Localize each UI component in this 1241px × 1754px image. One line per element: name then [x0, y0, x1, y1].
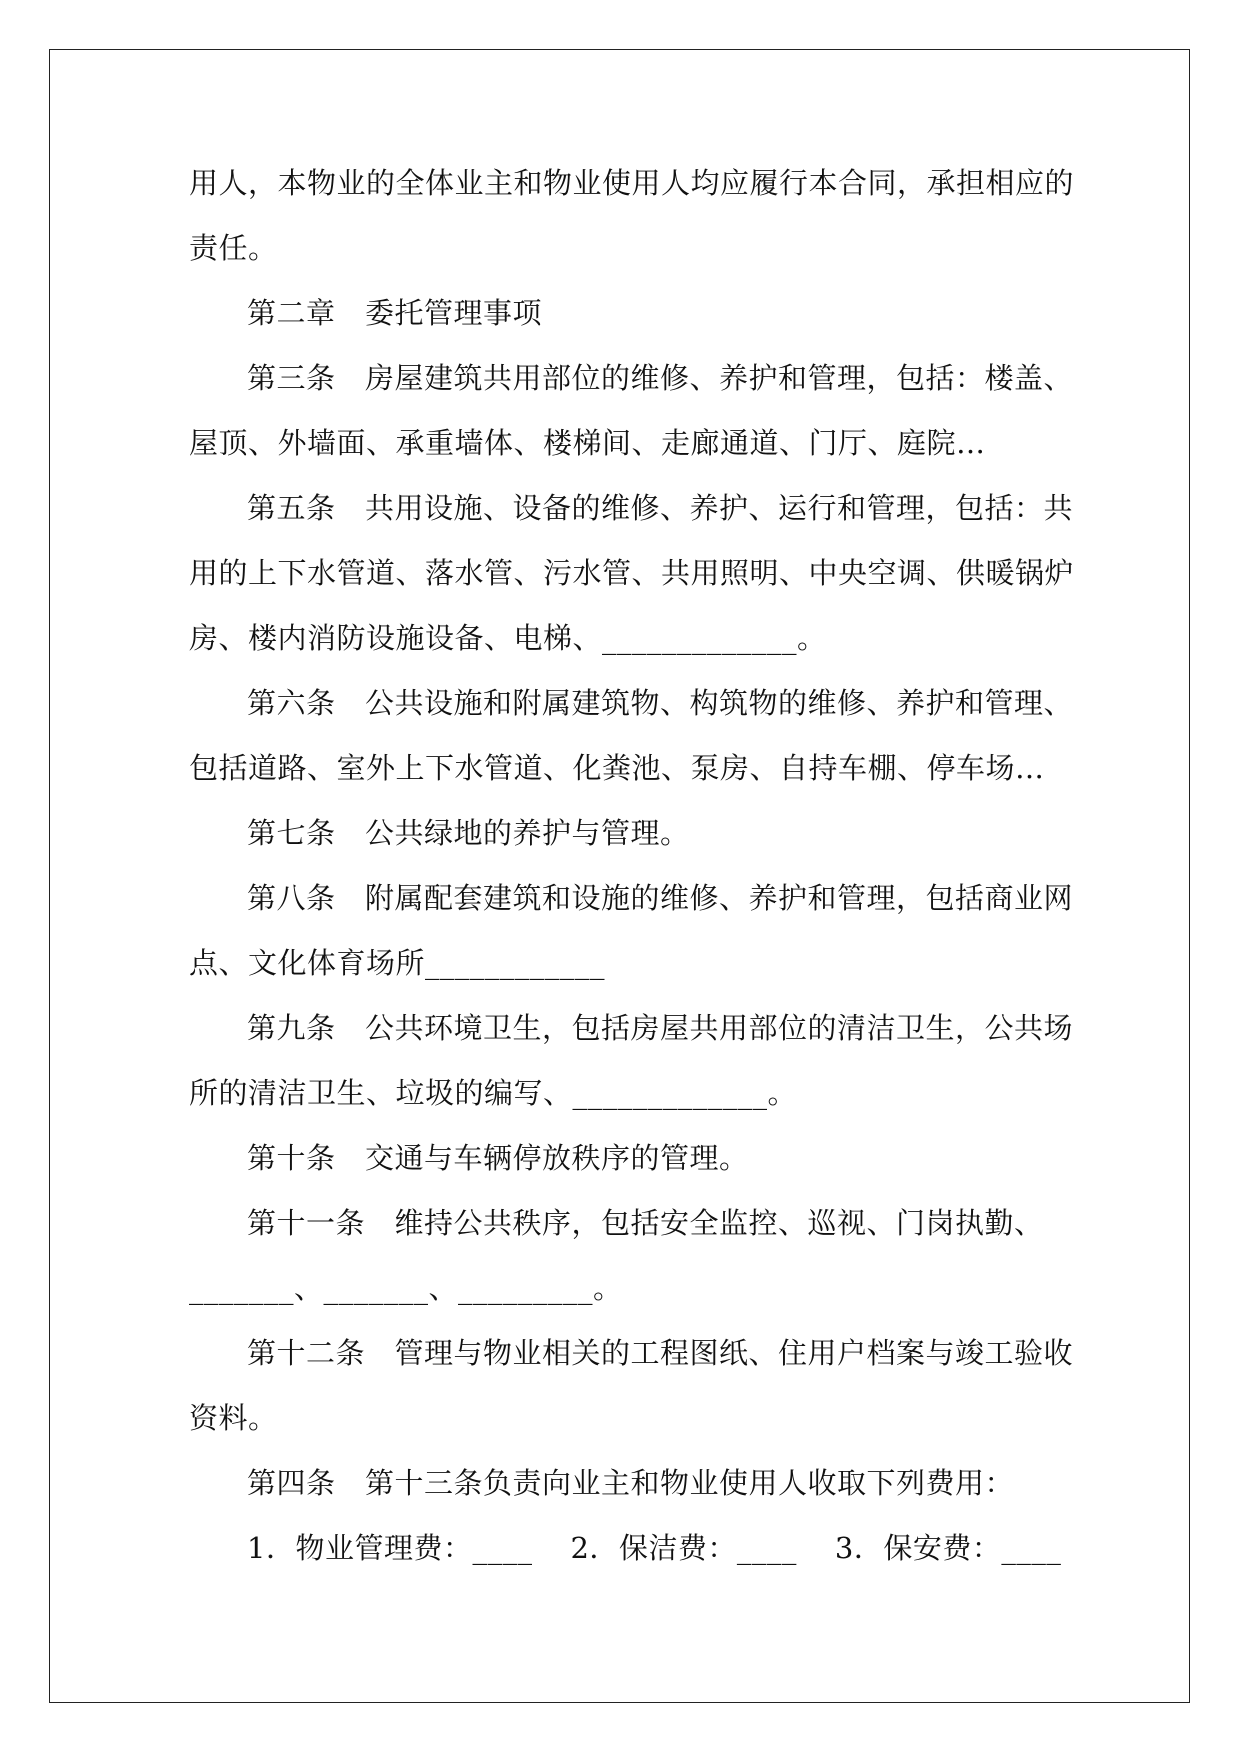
article-5-continuation: 房、楼内消防设施设备、电梯、_____________。: [189, 621, 827, 655]
fee-security-label: 3．保安费：: [834, 1531, 1002, 1565]
article-6-line: 第六条 公共设施和附属建筑物、构筑物的维修、养护和管理、: [247, 686, 1074, 720]
article-6-continuation: 包括道路、室外上下水管道、化粪池、泵房、自持车棚、停车场…: [189, 751, 1045, 785]
article-10-line: 第十条 交通与车辆停放秩序的管理。: [247, 1141, 749, 1175]
article-8-continuation: 点、文化体育场所____________: [189, 946, 606, 980]
article-8-line: 第八条 附属配套建筑和设施的维修、养护和管理，包括商业网: [247, 881, 1074, 915]
article-12-continuation: 资料。: [189, 1401, 278, 1435]
fee-management-blank: ____: [472, 1531, 533, 1565]
article-3-continuation: 屋顶、外墙面、承重墙体、楼梯间、走廊通道、门厅、庭院…: [189, 426, 986, 460]
article-7-line: 第七条 公共绿地的养护与管理。: [247, 816, 690, 850]
fee-list: [189, 1521, 1062, 1586]
document-body: [189, 156, 1075, 1586]
article-11-line: 第十一条 维持公共秩序，包括安全监控、巡视、门岗执勤、: [247, 1206, 1044, 1240]
article-5-continuation: 用的上下水管道、落水管、污水管、共用照明、中央空调、供暖锅炉: [189, 556, 1075, 590]
chapter-heading: 第二章 委托管理事项: [247, 296, 543, 330]
fee-security-blank: ____: [1001, 1531, 1062, 1565]
fee-cleaning-label: 2．保洁费：: [570, 1531, 737, 1565]
article-9-line: 第九条 公共环境卫生，包括房屋共用部位的清洁卫生，公共场: [247, 1011, 1074, 1045]
article-5-line: 第五条 共用设施、设备的维修、养护、运行和管理，包括：共: [247, 491, 1074, 525]
paragraph-line: 责任。: [189, 231, 278, 265]
article-11-continuation: _______、_______、_________。: [189, 1271, 623, 1305]
fee-management-label: 1．物业管理费：: [247, 1531, 473, 1565]
article-12-line: 第十二条 管理与物业相关的工程图纸、住用户档案与竣工验收: [247, 1336, 1074, 1370]
article-4-13-line: 第四条 第十三条负责向业主和物业使用人收取下列费用：: [247, 1466, 1015, 1500]
article-9-continuation: 所的清洁卫生、垃圾的编写、_____________。: [189, 1076, 798, 1110]
fee-cleaning-blank: ____: [736, 1531, 797, 1565]
article-3-line: 第三条 房屋建筑共用部位的维修、养护和管理，包括：楼盖、: [247, 361, 1074, 395]
paragraph-line: 用人，本物业的全体业主和物业使用人均应履行本合同，承担相应的: [189, 166, 1075, 200]
